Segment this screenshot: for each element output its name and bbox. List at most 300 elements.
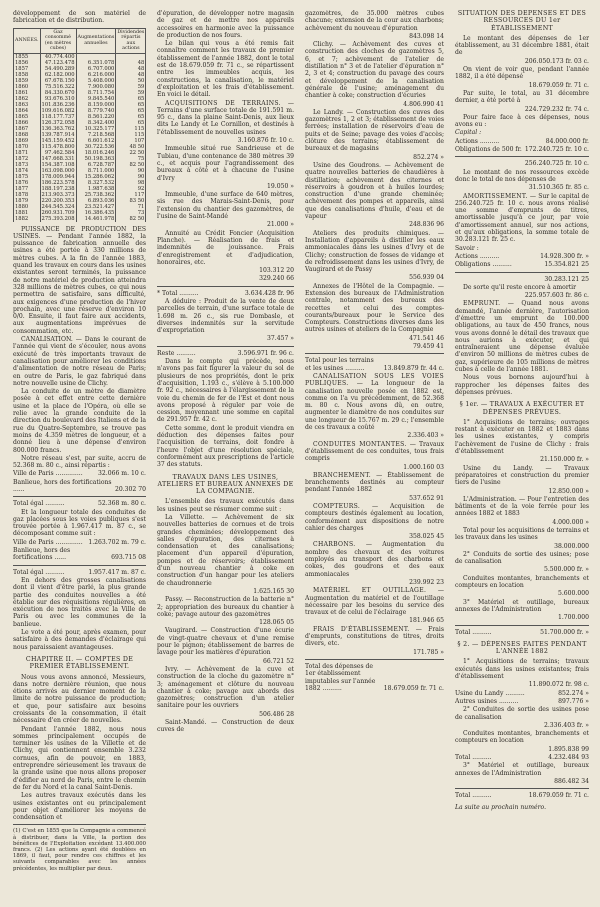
section-heading: § 1er. — TRAVAUX A EXÉCUTER ET DÉPENSES PRÉVUES. <box>459 401 585 416</box>
cell-dividend: 65 <box>116 108 146 114</box>
cell-increase: 8.342.400 <box>76 120 116 126</box>
amount-row <box>455 519 589 526</box>
cell-year: 1881 <box>14 210 41 216</box>
cell-year: 1860 <box>14 84 41 90</box>
amount: 79.459 41 <box>412 343 444 351</box>
cell-gas: 147.668.331 <box>41 155 75 162</box>
ledger-total-row <box>455 160 589 167</box>
amount: 1.625.165 30 <box>253 587 294 595</box>
cell-gas: 244.545.324 <box>41 203 75 210</box>
intro-text: développement de son matériel de fabrication et de distribution. <box>13 10 146 25</box>
section-heading: COMPTEURS. <box>313 503 361 510</box>
paragraph-conduites: 2° Conduits de sortie des usines; pose de canalisation <box>455 550 589 566</box>
amount-row <box>305 343 444 350</box>
cell-year: 1871 <box>14 150 41 156</box>
ledger-amount: 852.274 » <box>558 689 589 697</box>
total-row <box>157 290 294 297</box>
paragraph-landy: Le Landy. — Construction des cuves des gazomètres 1, 2 et 3; établissement de voies ferrées; installation de réservoirs d'eau de puits et de Seine; pavage des voies d'accès; clôture des terrains; établissement de bureaux et de magasins <box>305 108 444 153</box>
ledger-row <box>455 690 589 697</box>
footnotes: (1) C'est en 1855 que la Compagnie a commencé à distribuer, dans la Ville, la portion des bénéfices de l'Exploitation excédant 13.400.000 francs. (2) Les actions ayant été doublées en 1869, il faut, pour rendre ces chiffres et les suivants comparables avec les années précédentes, les multiplier par deux. <box>13 828 146 872</box>
paragraph-longueur: Et la longueur totale des conduites de gaz placées sous les voies publiques s'est trouvée portée à 1.967.417 m. 87 c., se décomposant comme suit : <box>13 508 146 538</box>
amount: 12.850.000 » <box>548 487 589 495</box>
paragraph-terrains-3: Immeuble, d'une surface de 640 mètres, sis rue des Marais-Saint-Denis, pour l'extension du chantier des gazomètres, de l'usine de Saint-Mandé <box>157 191 294 221</box>
paragraph-ensemble: L'ensemble des travaux exécutés dans les usines peut se résumer comme suit : <box>157 498 294 513</box>
cell-year: 1876 <box>14 180 41 186</box>
paragraph-conduites: — Travaux d'établissement de ces conduites, tous frais compris <box>305 440 444 463</box>
ledger-label: Obligations .......... <box>455 261 512 269</box>
cell-dividend: 50 <box>116 78 146 84</box>
cell-gas: 188.197.238 <box>41 185 75 192</box>
cell-year: 1858 <box>14 72 41 78</box>
amount: 18.679.059 fr. 71 c. <box>528 81 589 89</box>
cell-increase: 8.561.220 <box>76 114 116 120</box>
ledger-label: Ville de Paris .............. <box>13 538 83 546</box>
amount-row <box>305 464 444 471</box>
ledger-amount: 897.776 » <box>558 697 589 705</box>
cell-gas: 75.516.322 <box>40 84 76 90</box>
ledger-amount: 30.283.121 25 <box>544 275 589 283</box>
paragraph-ateliers: Ateliers des produits chimiques. — Installation d'appareils à distiller les eaux ammoniacales dans les usines d'Ivry et de Clichy; construction de fosses de vidange et de refroidissement dans les usines d'Ivry, de Vaugirard et de Passy <box>305 229 444 274</box>
total-label: Total .......... <box>455 754 492 762</box>
paragraph-terrains-4: Annuité au Crédit Foncier (Acquisition Planche). — Réalisation de frais et indemnités de jouissance. Frais d'enregistrement et d'adjudication, honoraires, etc. <box>157 229 294 266</box>
amount-row <box>305 617 444 624</box>
ledger-row <box>455 253 589 260</box>
cell-gas: 62.182.000 <box>40 72 76 78</box>
amount-row <box>455 681 589 688</box>
amount-row <box>455 614 589 621</box>
paragraph-clichy: Clichy. — Achèvement des cuves et construction des cloches de gazomètres 5, 6, et 7; achèvement de l'atelier de distillation n° 3 et de l'atelier d'épuration n° 2, 3 et 4; construction du pavage des cours et développement de la canalisation générale de l'usine; aménagement du chantier à coke; construction d'écuries <box>305 41 444 100</box>
cell-dividend: 75 <box>116 156 146 162</box>
amount-row <box>455 82 589 89</box>
cell-gas: 163.098.000 <box>41 167 75 174</box>
amount: 1.700.000 <box>557 614 589 622</box>
amount: 506.486 28 <box>259 710 294 718</box>
cell-dividend: 115 <box>116 126 146 132</box>
amount: 11.890.072 fr. 98 c. <box>528 681 589 689</box>
cell-increase: 8.711.000 <box>76 168 116 174</box>
ledger-amount: 256.240.725 fr. 10 c. <box>524 160 589 168</box>
ledger-label: Actions .......... <box>455 137 500 145</box>
cell-gas: 84.330.670 <box>40 90 76 96</box>
cell-dividend: 65 <box>116 114 146 120</box>
cell-year: 1862 <box>14 96 41 102</box>
ledger-amount: 52.368 m. 80 c. <box>98 500 146 508</box>
paragraph-charbons: — Augmentation du nombre des chevaux et des voitures employés au transport des charbons et cokes, des goudrons et des eaux ammoniacales <box>305 541 444 578</box>
amount: 1.000.160 03 <box>403 463 444 471</box>
cell-dividend: 115 <box>116 132 146 138</box>
paragraph-vaugirard: Vaugirard. — Construction d'une écurie de vingt-quatre chevaux et d'une remise pour le pignon; établissement de barres de lavage pour les matières d'épuration <box>157 627 294 657</box>
cell-gas: 136.363.762 <box>41 125 75 132</box>
amount: 239.992 23 <box>409 578 444 586</box>
column-1 <box>13 10 146 900</box>
paragraph-saint-mande: Saint-Mandé. — Construction de deux cuves de <box>157 719 294 734</box>
cell-gas: 47.123.478 <box>40 60 76 66</box>
paragraph-branchements-2: Conduites montantes, branchements et compteurs en location <box>455 730 589 745</box>
amount-row <box>455 746 589 753</box>
divider <box>157 286 294 287</box>
cell-gas: 126.372.058 <box>41 119 75 126</box>
amount: 358.025 45 <box>409 533 444 541</box>
cell-dividend: 22 50 <box>116 150 146 156</box>
amount-row <box>305 33 444 40</box>
paragraph-materiel: 3° Matériel et outillage, bureaux annexes de l'Administration <box>455 598 589 613</box>
chapter-heading: CHAPITRE II. — COMPTES DE PREMIER ÉTABLISSEMENT. <box>25 655 134 671</box>
total-label: Reste .......... <box>157 349 196 357</box>
section-heading: SITUATION DES DÉPENSES ET DES RESSOURCES DU 1er ÉTABLISSEMENT <box>457 10 587 32</box>
amount-row <box>455 292 589 299</box>
ledger-label: Usine du Landy .......... <box>455 689 525 697</box>
paragraph-branchement: — Établissement de branchements destinés au compteur pendant l'année 1882 <box>305 471 444 494</box>
cell-year: 1878 <box>14 192 41 198</box>
section-heading: CANALISATION SOUS LES VOIES PUBLIQUES. <box>305 372 444 388</box>
cell-dividend: 48 <box>116 60 146 66</box>
ledger-label: Actions .......... <box>455 252 500 260</box>
cell-gas: 101.836.236 <box>41 101 75 108</box>
cell-dividend: 65 <box>116 120 146 126</box>
amount-row <box>157 658 294 665</box>
gas-consumption-table <box>13 28 146 222</box>
ledger-row <box>13 479 146 494</box>
cell-increase: 7.900.080 <box>76 84 116 90</box>
amount-row <box>455 778 589 785</box>
cell-gas: 186.223.578 <box>41 179 75 186</box>
section-heading: MATÉRIEL ET OUTILLAGE. <box>313 587 427 595</box>
cell-increase: 6.216.000 <box>76 72 116 78</box>
table-header-row <box>14 28 146 53</box>
ledger-row <box>13 539 146 546</box>
amount-row <box>157 137 294 144</box>
cell-year: 1874 <box>14 168 41 174</box>
cell-dividend: 117 <box>116 192 146 198</box>
cell-increase: 16.386.435 <box>76 210 116 216</box>
paragraph-landy: Usine du Landy. — Travaux préparatoires et construction du premier tiers de l'usine <box>455 464 589 487</box>
total-amount: 51.700.000 fr. » <box>540 628 589 636</box>
paragraph-villette: La Villette. — Achèvement de six nouvelles batteries de cornues et de trois grandes cheminées; développement des salles d'épuration, des citernes à condensation et des canalisations; placement d'un appareil d'épuration, pompes et de réservoirs; établissement d'un nouveau chantier à coke en construction d'un hangar pour les ateliers de chaudronnerie <box>157 514 294 587</box>
grand-total-row <box>305 663 444 692</box>
paragraph-budget: Le bilan qui vous a été remis fait connaître comment les travaux de premier établissement de l'année 1882, dont le total est de 18.679.059 fr. 71 c., se répartissent entre les immeubles acquis, les constructions, la canalisation, le matériel d'exploitation et les frais d'établissement. En voici le détail. <box>157 40 294 99</box>
paragraph-hotel: Annexes de l'Hôtel de la Compagnie. — Extension des bureaux de l'Administration centrale, notamment des bureaux des recettes et celui des comptes-courants/bureaux pour le Service des Compteurs. Constructions diverses dans les autres usines et ateliers de la Compagnie <box>305 282 444 334</box>
cell-gas: 97.462.584 <box>40 150 76 156</box>
cell-year: 1856 <box>14 60 41 66</box>
cell-dividend: 90 <box>116 168 146 174</box>
paragraph-cette: Cette somme, dont le produit viendra en déduction des dépenses faites pour l'acquisition de terrains, doit fondre à l'heure l'objet d'une résolution spéciale, conformément aux prescriptions de l'article 37 des statuts. <box>157 424 294 469</box>
ledger-row <box>455 146 589 153</box>
ledger-total-row <box>455 276 589 283</box>
amount-row <box>305 649 444 656</box>
ledger-total-row <box>13 500 146 507</box>
column-3 <box>305 10 444 900</box>
amount-row <box>455 543 589 550</box>
paragraph-terrains-2: Immeuble situé rue Sandrieuse et de Tubiau, d'une contenance de 380 mètres 39 c., et acquis pour l'agrandissement des bureaux à côté et à chacune de l'usine d'Ivry <box>157 145 294 182</box>
cell-increase: 6.601.612 <box>76 138 116 144</box>
total-amount: 18.679.059 fr. 71 c. <box>528 792 589 800</box>
amount: 171.785 » <box>413 648 444 656</box>
col-header-dividend: Dividendes répartis aux actions <box>117 29 145 52</box>
amount: 248.836 96 <box>409 221 444 229</box>
cell-increase: 30.722.536 <box>76 144 116 150</box>
cell-year: 1867 <box>14 126 41 132</box>
amount: 852.274 » <box>413 153 444 161</box>
amount: 37.457 » <box>267 335 294 343</box>
ledger-label: Autres usines .......... <box>455 697 519 705</box>
cell-increase: 18.016.246 <box>76 150 116 156</box>
cell-dividend: 48 50 <box>116 144 146 150</box>
total-label: Total des dépenses de 1er établissement imputables sur l'année 1882 .......... <box>305 662 376 692</box>
divider <box>455 788 589 789</box>
col-header-increase: Augmentations annuelles <box>76 28 116 53</box>
cell-year: 1879 <box>14 198 41 204</box>
amount-row <box>305 101 444 108</box>
cell-year: 1877 <box>14 186 41 192</box>
total-label: * Total .......... <box>157 289 199 297</box>
amount: 225.957.603 fr. 86 c. <box>524 292 589 300</box>
cell-dividend: 65 <box>116 96 146 102</box>
cell-increase: 8.159.000 <box>76 102 116 108</box>
total-label: Total .......... <box>455 628 492 636</box>
amount: 31.510.365 fr. 85 c. <box>528 184 589 192</box>
amount: 206.050.173 fr. 03 c. <box>524 57 589 65</box>
divider <box>455 272 589 273</box>
cell-year: 1872 <box>14 156 41 162</box>
amount-row <box>305 579 444 586</box>
cell-gas: 220.200.353 <box>41 197 75 204</box>
amount: 5.600.000 <box>557 590 589 598</box>
divider <box>305 353 444 354</box>
paragraph-goudrons: Usine des Goudrons. — Achèvement de quatre nouvelles batteries de chaudières à distillation; achèvement des citernes et réservoirs à goudron et à huiles lourdes; construction d'une grande cheminée; achèvement des pompes et appareils, ainsi que des canalisations d'huile, d'eau et de vapeur <box>305 161 444 221</box>
column-4 <box>455 10 589 900</box>
paragraph-canalisation: CANALISATION. — Dans le courant de l'année qui vient de s'écouler, nous avons exécuté de très importants travaux de canalisation pour améliorer les conditions d'alimentation de notre réseau de Paris; en outre de Paris, le gaz fabriqué dans notre nouvelle usine de Clichy. <box>13 336 146 387</box>
cell-dividend: 98 <box>116 180 146 186</box>
cell-increase: 7.218.568 <box>76 132 116 138</box>
cell-increase: 8.779.740 <box>76 108 116 114</box>
paragraph-reseau: Notre réseau s'est, par suite, accru de 52.368 m. 80 c., ainsi répartis : <box>13 454 146 470</box>
paragraph-total-travaux: Total pour les acquisitions de terrains et les travaux dans les usines <box>455 527 589 542</box>
section-heading: ACQUISITIONS DE TERRAINS. <box>165 99 281 107</box>
amount: 38.000.000 <box>554 542 589 550</box>
cell-increase: 15.286.062 <box>76 174 116 180</box>
total-amount: 3.634.428 fr. 96 <box>244 289 294 297</box>
amount-row <box>305 274 444 281</box>
paragraph-pour: Pour faire face à ces dépenses, nous avons eu : <box>455 113 589 129</box>
cell-increase: 23.521.427 <box>76 204 116 210</box>
cell-increase: 50.198.363 <box>76 156 116 162</box>
cell-increase: 10.325.177 <box>76 126 116 132</box>
paragraph-materiel: — Augmentation du matériel et de l'outillage nécessaire par les besoins du service des travaux et de celui de l'éclairage <box>305 587 444 617</box>
amount: 471.541 46 <box>409 334 444 342</box>
cell-gas: 213.903.373 <box>41 191 75 198</box>
amount: 556.939 04 <box>409 274 444 282</box>
section-heading: AMORTISSEMENT. — <box>463 192 537 200</box>
amount: 103.312 20 <box>259 267 294 275</box>
paragraph-vote: Le vote a été pour, après examen, pour satisfaire à des demandes d'éclairage qui nous paraissaient avantageuses. <box>13 629 146 651</box>
amount-row <box>305 221 444 228</box>
paragraph-top: d'épuration, de développer notre magasin de gaz et de mettre nos appareils accessoires en harmonie avec la puissance de production de nos fours. <box>157 10 294 39</box>
cell-year: 1864 <box>14 108 41 114</box>
ledger-label: Total égal .......... <box>13 568 65 576</box>
cell-gas: 154.387.108 <box>41 161 75 168</box>
amount-row <box>455 106 589 113</box>
cell-increase: 6.707.000 <box>76 66 116 72</box>
paragraph-canalisation: — La longueur de la canalisation nouvelle posée en 1882 est, comme on l'a vu précédemment, de 52.368 m. 80 c. Nous avons dû, en outre, augmenter le diamètre de nos conduites sur une longueur de 15.767 m. 29 c.; l'ensemble de ces travaux a coûté <box>305 380 444 432</box>
capital-label: Capital : <box>455 129 482 137</box>
cell-increase: 1.987.638 <box>76 186 116 192</box>
cell-dividend: 59 <box>116 84 146 90</box>
cell-gas: 115.478.800 <box>41 143 75 150</box>
amount: 5.500.000 fr. » <box>543 566 589 574</box>
divider <box>455 156 589 157</box>
amount-row <box>157 335 294 342</box>
amount: 21.150.000 fr. » <box>540 456 589 464</box>
divider <box>13 824 146 825</box>
divider <box>13 496 146 497</box>
continued-notice: La suite au prochain numéro. <box>455 803 547 811</box>
paragraph-acquisitions-2: 1° Acquisitions de terrains; travaux exécutés dans les usines existantes; frais d'établissement <box>455 658 589 681</box>
section-heading: § 2. — DÉPENSES FAITES PENDANT L'ANNÉE 1882 <box>457 640 587 656</box>
amount-row <box>455 566 589 573</box>
column-2 <box>157 10 294 900</box>
amount: 19.050 » <box>267 182 294 190</box>
cell-increase: 8.327.532 <box>76 180 116 186</box>
ledger-label: Total égal .......... <box>13 500 65 508</box>
divider <box>305 659 444 660</box>
cell-increase: 6.351.078 <box>76 60 116 66</box>
cell-gas: 109.616.082 <box>41 107 75 114</box>
cell-gas: 118.177.737 <box>41 113 75 120</box>
cell-increase: 6.728.787 <box>76 162 116 168</box>
total-amount: 3.596.971 fr. 96 c. <box>237 349 294 357</box>
paragraph-conduite: La conduite de un mètre de diamètre posée à cet effet entre cette dernière usine et la place de l'Opéra, où elle se relie avec la grande conduite de la direction du boulevard des Italiens et de la rue du Quatre-Septembre, se trouve pas moins de 4.359 mètres de longueur, et a donné lieu à une dépense d'environ 800.000 francs. <box>13 388 146 454</box>
ledger-amount: 14.928.300 fr. » <box>540 252 589 260</box>
total-row <box>455 629 589 636</box>
cell-increase: 25.738.362 <box>76 192 116 198</box>
cell-year: 1859 <box>14 78 41 84</box>
amount-row <box>305 495 444 502</box>
amount: 2.336.403 fr. » <box>543 721 589 729</box>
amount: 843.098 14 <box>409 32 444 40</box>
paragraph-desorte: De sorte qu'il reste encore à amortir <box>463 283 577 291</box>
cell-year: 1882 <box>14 216 41 222</box>
amount: 329.240 66 <box>259 275 294 283</box>
cell-dividend: 82 50 <box>116 216 146 222</box>
total-row <box>157 350 294 357</box>
paragraph-chapter-1: Nous vous avons annoncé, Messieurs, dans notre dernière réunion, que nous étions arrivés au dernier moment de la limite de notre puissance de production; et que, pour satisfaire aux besoins croissants de la consommation, il était nécessaire d'en créer de nouvelles. <box>13 673 146 725</box>
cell-year: 1865 <box>14 114 41 120</box>
divider <box>13 565 146 566</box>
amount: 21.000 » <box>267 221 294 229</box>
cell-dividend: 48 <box>116 66 146 72</box>
paragraph-ivry: Ivry. — Achèvement de la cuve et construction de la cloche du gazomètre n° 3; aménagement et clôture du nouveau chantier à coke; pavage aux abords des gazomètres; construction d'un atelier sanitaire pour les ouvriers <box>157 665 294 710</box>
cell-dividend: 107 <box>116 138 146 144</box>
amount-row <box>455 184 589 191</box>
paragraph-mont: Le montant de nos ressources excède donc le total de nos dépenses de <box>455 168 589 183</box>
amount-row <box>157 267 294 274</box>
cell-increase: 14.461.978 <box>76 216 116 222</box>
paragraph-puissance: PUISSANCE DE PRODUCTION DES USINES. — Pendant l'année 1882, la puissance de fabrication annuelle des usines a été portée à 330 millions de mètres cubes. A la fin de l'année 1883, quand les travaux en cours dans les usines existantes seront terminés, la puissance de notre matériel de production atteindra 328 millions de mètres cubes, ce qui nous permettra de satisfaire, sans difficulté, aux exigences d'une production de l'hiver prochain, avec une réserve d'environ 10 0/0. Ensuite, il faut faire aux accidents, aux augmentations imprévues de consommation, etc. <box>13 225 146 335</box>
amount-row <box>455 58 589 65</box>
paragraph-passy: Passy. — Reconstruction de la batterie n° 2; appropriation des bureaux du chantier à coke; pavage autour des gazomètres <box>157 596 294 618</box>
paragraph-compteurs: — Acquisition de compteurs destinés également au location, conformément aux dispositions de notre cahier des charges <box>305 503 444 532</box>
ledger-amount: 1.263.702 m. 79 c. <box>88 538 146 546</box>
paragraph-acquisitions: 1° Acquisitions de terrains; ouvrages restant à exécuter en 1882 et 1883 dans les usines existantes, y compris l'achèvement de l'usine de Clichy : frais d'établissement <box>455 418 589 456</box>
table-body <box>14 53 146 222</box>
cell-increase: 6.893.036 <box>76 198 116 204</box>
cell-gas: 93.676.310 <box>40 96 76 102</box>
cell-dividend: 90 <box>116 174 146 180</box>
amount-row <box>455 590 589 597</box>
amount: 128.065 05 <box>259 619 294 627</box>
ledger-amount: 32.066 m. 10 c. <box>98 470 146 478</box>
paragraph-nous: Nous vous bornons aujourd'hui à rapprocher les dépenses faites des dépenses prévues. <box>455 374 589 396</box>
cell-year: 1870 <box>14 144 41 150</box>
amount-row <box>455 456 589 463</box>
ledger-amount: 693.715 08 <box>111 554 146 562</box>
total-amount: 13.849.879 fr. 44 c. <box>383 364 444 372</box>
paragraph-chapter-2: Pendant l'année 1882, nous nous sommes principalement occupés de terminer les usines de la Villette et de Clichy, qui contiennent ensemble 3.232 cornues, afin de pouvoir, en 1883, entreprendre sérieusement les travaux de la grande usine que nous allons proposer d'édifier au nord de Paris, entre le chemin de fer du Nord et la canal Saint-Denis. <box>13 725 146 791</box>
amount-row <box>157 588 294 595</box>
ledger-label: Obligations de 500 fr. <box>455 146 522 154</box>
amount-row <box>157 711 294 718</box>
amount-row <box>455 488 589 495</box>
cell-gas: 139.787.914 <box>41 131 75 138</box>
ledger-amount: 1.957.417 m. 87 c. <box>88 568 146 576</box>
cell-dividend: 73 <box>116 210 146 216</box>
divider <box>455 625 589 626</box>
amount-row <box>305 533 444 540</box>
cell-dividend: 82 50 <box>116 162 146 168</box>
ledger-label: Banlieue, hors des fortifications ...... <box>13 478 112 493</box>
ledger-amount: 172.240.725 fr. 10 c. <box>524 146 589 154</box>
amount: 66.721 52 <box>262 657 294 665</box>
amount: 4.806.990 41 <box>403 100 444 108</box>
amount: 886.482 34 <box>554 777 589 785</box>
cell-year: 1855 <box>14 53 41 60</box>
paragraph-conduites-2: 2° Conduites de sortie des usines pose de canalisation <box>455 706 589 721</box>
paragraph-dehors: En dehors des grosses canalisations dont il vient d'être parlé, la plus grande partie des conduites nouvelles a été établie sur des réquisitions régulières, en exécution de nos traités avec la Ville de Paris ou avec les communes de la banlieue. <box>13 576 146 628</box>
ledger-label: Ville de Paris .............. <box>13 470 83 478</box>
cell-year: 1857 <box>14 66 41 72</box>
amount: 3.160.876 fr. 10 c. <box>237 137 294 145</box>
amount: 224.729.232 fr. 74 c. <box>524 105 589 113</box>
amount-row <box>157 275 294 282</box>
cell-gas: 178.009.944 <box>41 173 75 180</box>
cell-increase: 9.845.540 <box>76 96 116 102</box>
savoir-label: Savoir : <box>455 244 479 252</box>
ledger-row <box>13 470 146 477</box>
grand-total-row <box>455 792 589 799</box>
paragraph-top: gazomètres, de 35.000 mètres cubes chacune; extension de la cour aux charbons; achèvement du nouveau d'épuration <box>305 10 444 32</box>
ledger-row <box>455 261 589 268</box>
amount: 4.000.000 » <box>552 518 589 526</box>
paragraph-chapter-3: Les autres travaux exécutés dans les usines existantes ont eu principalement pour objet d'améliorer les moyens de condensation et <box>13 792 146 822</box>
ledger-row <box>455 138 589 145</box>
cell-gas: 54.490.289 <box>40 66 76 72</box>
cell-year: 1861 <box>14 90 41 96</box>
paragraph-branchements: Conduites montantes, branchements et compteurs en location <box>455 574 589 590</box>
paragraph-materiel-2: 3° Matériel et outillage, bureaux annexes de l'Administration <box>455 762 589 777</box>
ledger-amount: 15.354.821 25 <box>544 261 589 269</box>
paragraph-administration: L'Administration. — Pour l'entretien des bâtiments et de la voie ferrée pour les années 1882 et 1883 <box>455 495 589 518</box>
divider <box>157 346 294 347</box>
amount-row <box>305 154 444 161</box>
amount: 2.336.403 » <box>407 432 444 440</box>
cell-dividend: 71 <box>116 204 146 210</box>
cell-year: 1863 <box>14 102 41 108</box>
total-amount: 4.232.484 93 <box>548 754 589 762</box>
ledger-row <box>455 698 589 705</box>
paragraph-terrains: — Terrains d'une surface totale de 191.591 m. 95 c., dans la plaine Saint-Denis, aux lieux dits Le Landy et Le Cornillon, et destinés à l'établissement de nouvelles usines <box>157 99 294 136</box>
cell-gas: 145.159.452 <box>41 137 75 144</box>
total-label: Total pour les terrains et les usines .......... <box>305 357 374 372</box>
